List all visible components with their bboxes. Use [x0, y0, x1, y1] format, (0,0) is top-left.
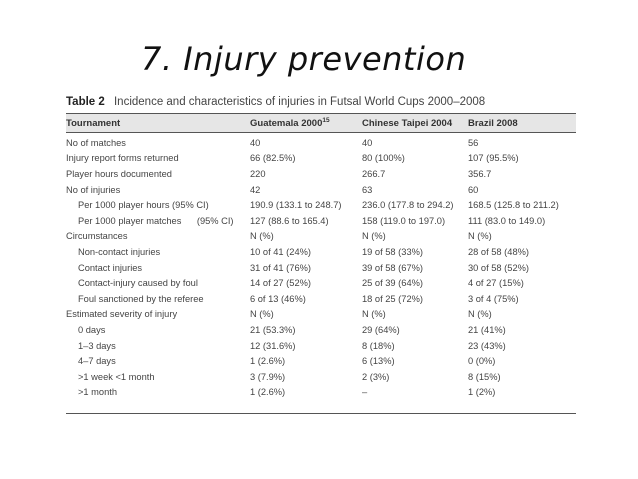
table-number: Table 2 — [66, 96, 105, 108]
row-label: Non-contact injuries — [78, 246, 161, 257]
table-row — [66, 213, 576, 229]
row-label: >1 month — [78, 387, 118, 398]
row-value: 28 of 58 (48%) — [468, 246, 529, 257]
row-value: N (%) — [250, 231, 274, 242]
row-value: 60 — [468, 184, 479, 195]
header-chinese-taipei-2004: Chinese Taipei 2004 — [362, 117, 453, 129]
row-label: No of matches — [66, 137, 126, 148]
row-value: 12 (31.6%) — [250, 340, 296, 351]
header-tournament: Tournament — [66, 117, 121, 129]
row-value: 56 — [468, 137, 479, 148]
row-value: 127 (88.6 to 165.4) — [250, 215, 329, 226]
row-value: N (%) — [250, 309, 274, 320]
row-value: 25 of 39 (64%) — [362, 278, 423, 289]
table-row — [66, 182, 576, 198]
row-label: Contact-injury caused by foul — [78, 278, 198, 289]
row-value: N (%) — [468, 309, 492, 320]
row-label: >1 week <1 month — [78, 371, 155, 382]
table-row — [66, 291, 576, 307]
table-bottom-rule — [66, 413, 576, 414]
row-label: Foul sanctioned by the referee — [78, 293, 204, 304]
table-row — [66, 385, 576, 401]
row-value: 6 (13%) — [362, 356, 395, 367]
row-value: 21 (53.3%) — [250, 324, 296, 335]
row-value: 1 (2.6%) — [250, 387, 286, 398]
row-value: 18 of 25 (72%) — [362, 293, 423, 304]
table-row — [66, 151, 576, 167]
row-value: 21 (41%) — [468, 324, 506, 335]
row-value: 23 (43%) — [468, 340, 506, 351]
row-value: 1 (2%) — [468, 387, 496, 398]
row-value: 0 (0%) — [468, 356, 496, 367]
injury-table — [66, 114, 576, 400]
row-value: 6 of 13 (46%) — [250, 293, 306, 304]
table-row — [66, 260, 576, 276]
row-value: 14 of 27 (52%) — [250, 278, 311, 289]
row-label: Per 1000 player hours (95% CI) — [78, 200, 209, 211]
table-row — [66, 275, 576, 291]
slide-title: 7. Injury prevention — [141, 40, 467, 78]
table-row — [66, 244, 576, 260]
row-label: Per 1000 player matches (95% CI) — [78, 215, 234, 226]
row-value: – — [362, 387, 368, 398]
row-value: 168.5 (125.8 to 211.2) — [468, 200, 559, 211]
row-label: 4–7 days — [78, 356, 116, 367]
row-value: 31 of 41 (76%) — [250, 262, 311, 273]
row-value: 66 (82.5%) — [250, 153, 296, 164]
row-value: 107 (95.5%) — [468, 153, 519, 164]
row-value: 2 (3%) — [362, 371, 390, 382]
row-value: 3 (7.9%) — [250, 371, 286, 382]
row-label: No of injuries — [66, 184, 121, 195]
table-row — [66, 132, 576, 151]
row-label: Contact injuries — [78, 262, 143, 273]
row-label: 0 days — [78, 324, 106, 335]
row-value: 42 — [250, 184, 261, 195]
row-value: 1 (2.6%) — [250, 356, 286, 367]
row-label: Circumstances — [66, 231, 128, 242]
row-value: 40 — [250, 137, 261, 148]
row-label: Estimated severity of injury — [66, 309, 178, 320]
row-value: 236.0 (177.8 to 294.2) — [362, 200, 454, 211]
table-caption — [66, 96, 576, 108]
table-row — [66, 307, 576, 323]
row-value: 111 (83.0 to 149.0) — [468, 215, 546, 226]
table-row — [66, 197, 576, 213]
header-brazil-2008: Brazil 2008 — [468, 117, 518, 129]
row-value: 8 (15%) — [468, 371, 501, 382]
row-value: 3 of 4 (75%) — [468, 293, 519, 304]
table-row — [66, 369, 576, 385]
table-row — [66, 338, 576, 354]
row-value: 190.9 (133.1 to 248.7) — [250, 200, 342, 211]
row-value: 40 — [362, 137, 373, 148]
row-value: 4 of 27 (15%) — [468, 278, 524, 289]
row-label: Injury report forms returned — [66, 153, 179, 164]
row-value: 63 — [362, 184, 373, 195]
row-value: 10 of 41 (24%) — [250, 246, 311, 257]
row-value: 8 (18%) — [362, 340, 395, 351]
header-guatemala-2000: Guatemala 2000$^{15}$ — [250, 116, 330, 130]
table-row — [66, 322, 576, 338]
row-value: N (%) — [362, 231, 386, 242]
row-label: 1–3 days — [78, 340, 116, 351]
row-value: N (%) — [468, 231, 492, 242]
table-row — [66, 229, 576, 245]
row-value: 80 (100%) — [362, 153, 405, 164]
table-row — [66, 166, 576, 182]
table-caption-text: Incidence and characteristics of injuries in Futsal World Cups 2000–2008 — [113, 96, 486, 108]
table-header-row — [66, 114, 576, 132]
row-label: Player hours documented — [66, 168, 172, 179]
table-row — [66, 353, 576, 369]
row-value: 266.7 — [362, 168, 386, 179]
row-value: 19 of 58 (33%) — [362, 246, 423, 257]
row-value: 158 (119.0 to 197.0) — [362, 215, 446, 226]
header-reference: 15 — [322, 116, 330, 124]
row-value: 220 — [250, 168, 266, 179]
row-value: 30 of 58 (52%) — [468, 262, 529, 273]
row-value: 29 (64%) — [362, 324, 400, 335]
row-value: N (%) — [362, 309, 386, 320]
row-value: 39 of 58 (67%) — [362, 262, 423, 273]
row-value: 356.7 — [468, 168, 492, 179]
